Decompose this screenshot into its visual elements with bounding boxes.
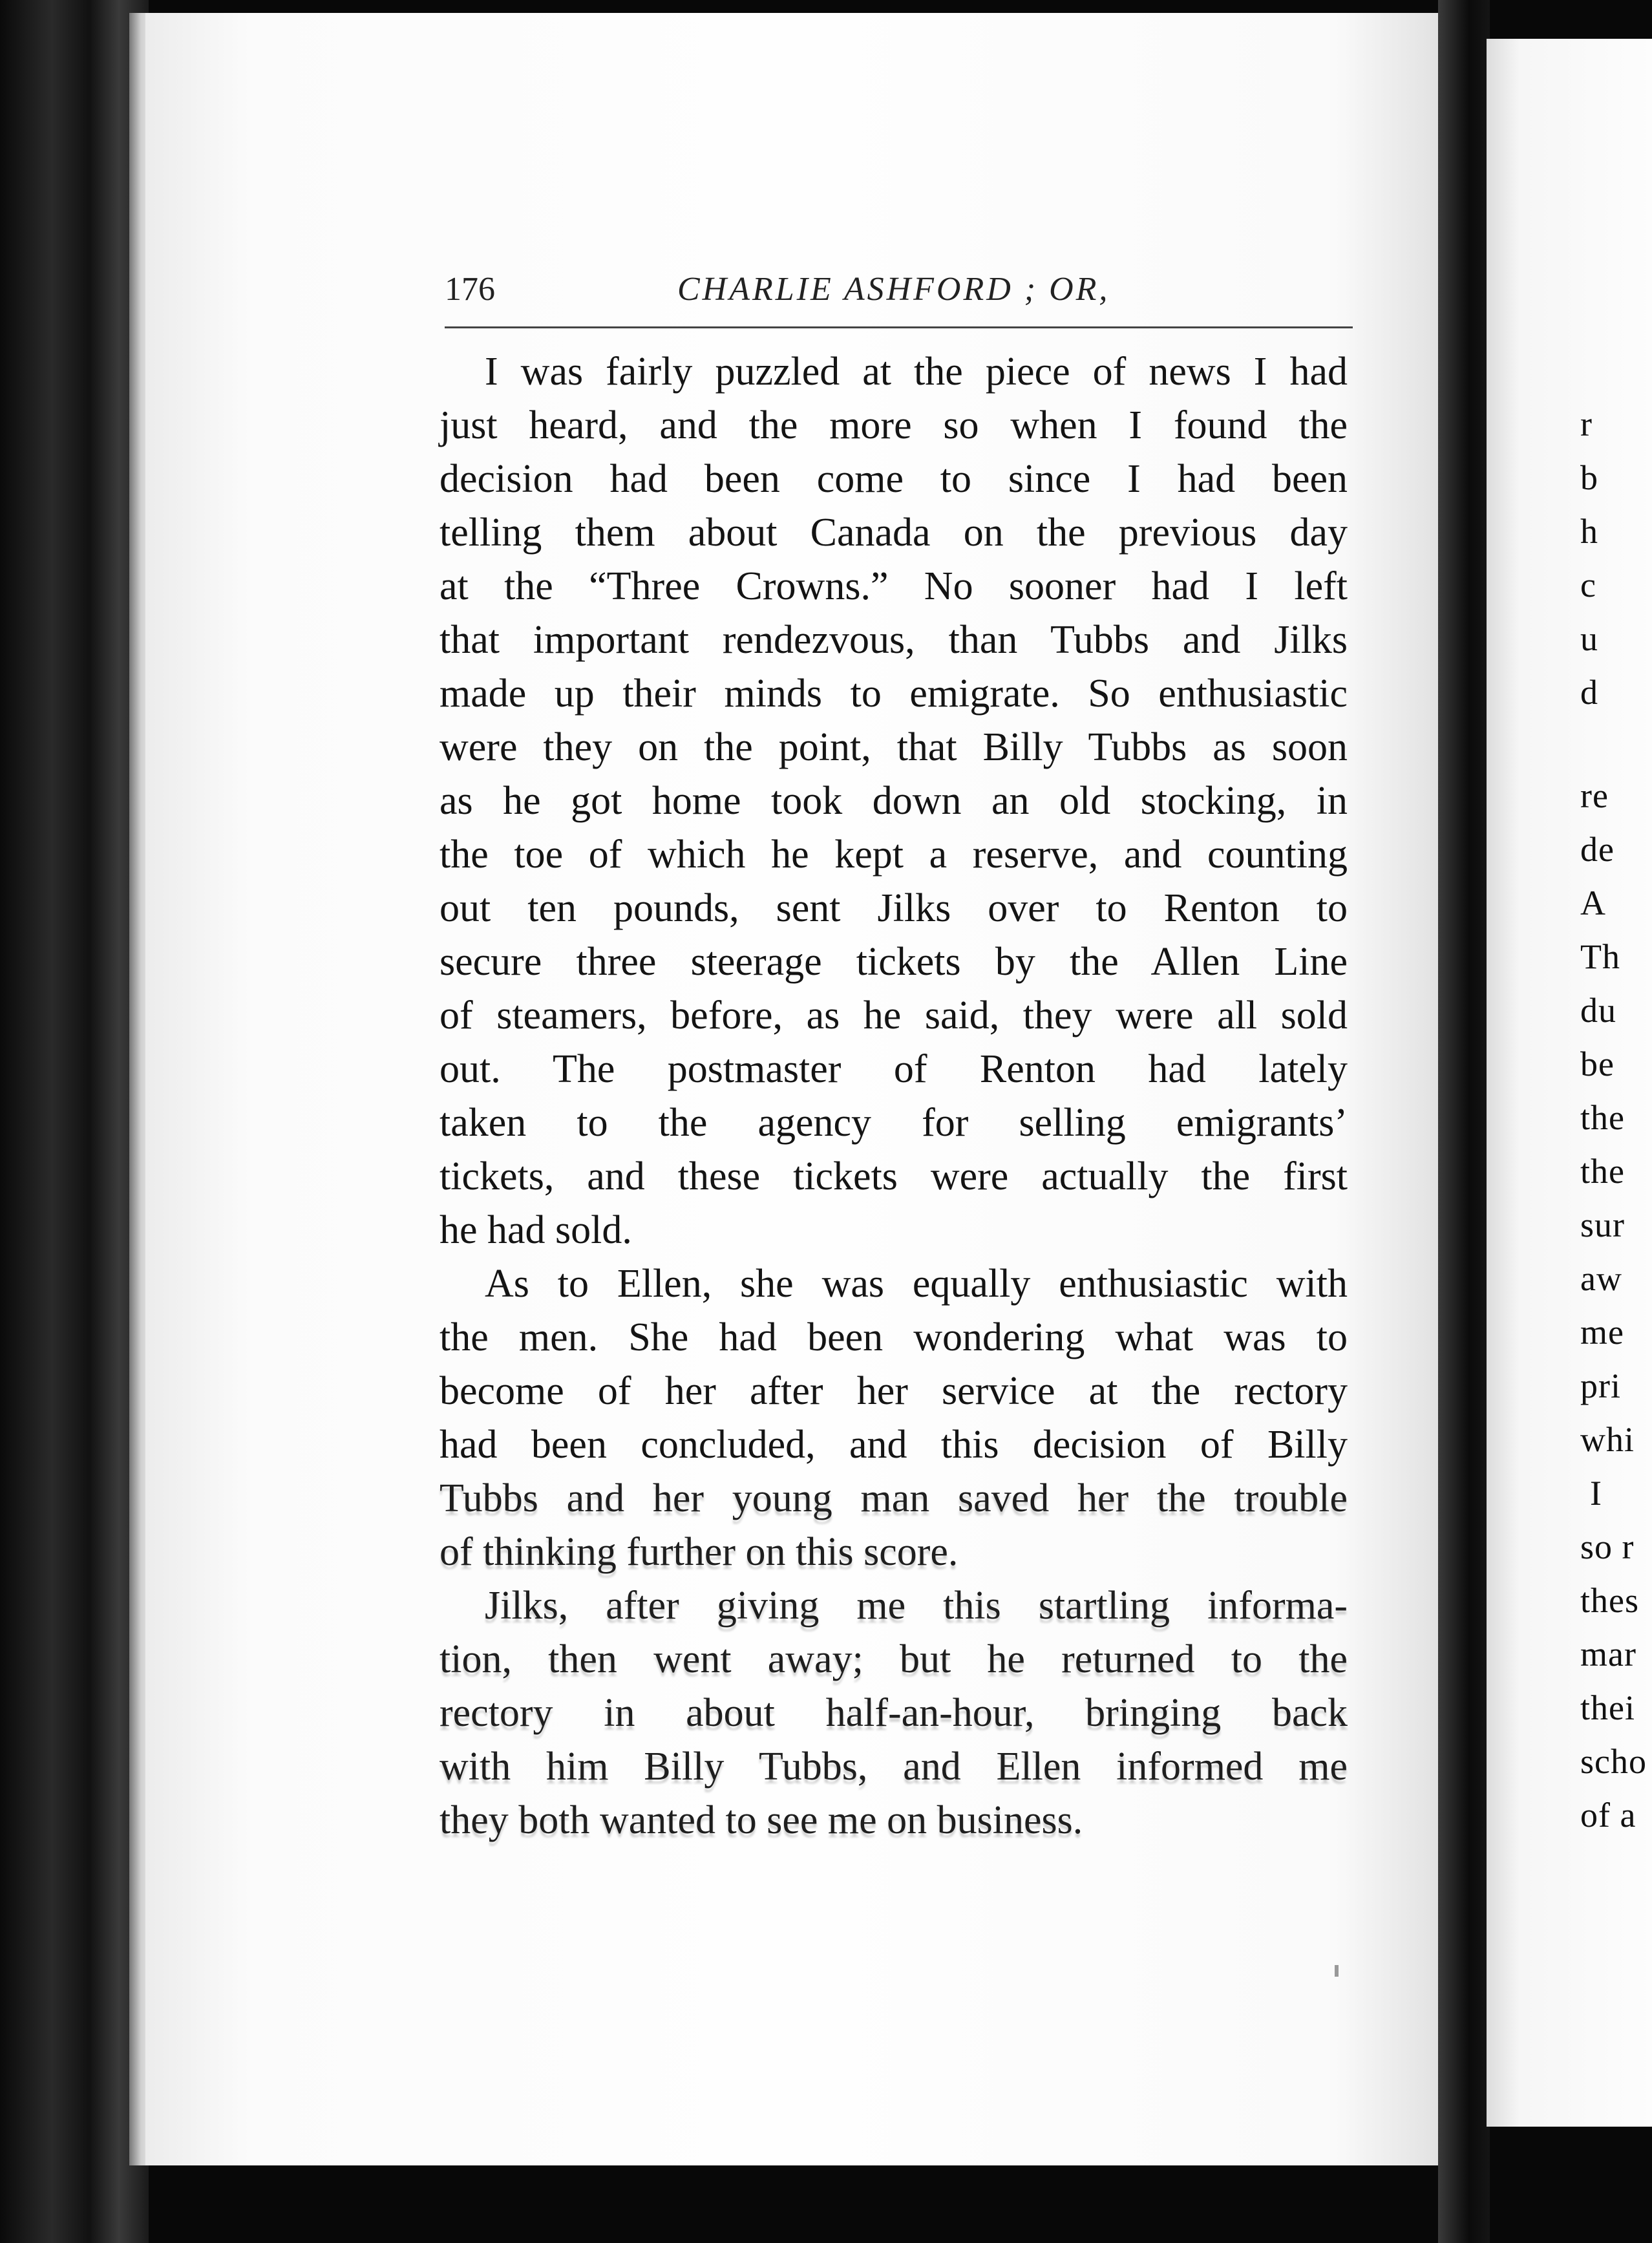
text-line: out. The postmaster of Renton had lately [439,1047,1348,1091]
text-line: just heard, and the more so when I found the [439,403,1348,447]
ink-speck [1335,1965,1339,1977]
right-page-fragment: I [1590,1474,1602,1513]
text-line: As to Ellen, she was equally enthusiastic with [485,1262,1348,1306]
text-line: they both wanted to see me on business. [439,1798,1083,1842]
book-gutter [1438,0,1490,2243]
right-page-fragment: du [1580,991,1616,1030]
text-line: secure three steerage tickets by the Allen Line [439,940,1348,984]
text-line: Jilks, after giving me this startling informa- [485,1584,1348,1628]
text-line: tion, then went away; but he returned to the [439,1637,1348,1681]
right-page-fragment: sur [1580,1206,1625,1244]
right-page-fragment: thei [1580,1688,1635,1727]
text-line: he had sold. [439,1208,632,1252]
right-page-fragment: so r [1580,1527,1635,1566]
text-line: out ten pounds, sent Jilks over to Renton to [439,886,1348,930]
header-rule [445,326,1353,328]
text-line: tickets, and these tickets were actually the first [439,1154,1348,1198]
right-page-fragment: u [1580,619,1598,658]
right-page-fragment: b [1580,458,1598,497]
text-line: were they on the point, that Billy Tubbs as soon [439,725,1348,769]
right-page-fragment: scho [1580,1742,1647,1781]
text-line: made up their minds to emigrate. So enthusiastic [439,672,1348,716]
right-page-fragment: A [1580,884,1606,922]
text-line: at the “Three Crowns.” No sooner had I left [439,564,1348,608]
text-line: rectory in about half-an-hour, bringing back [439,1691,1348,1735]
right-page-fragment: mar [1580,1635,1636,1674]
text-line: decision had been come to since I had been [439,457,1348,501]
text-line: taken to the agency for selling emigrants’ [439,1101,1348,1145]
right-page-fragment: c [1580,566,1596,604]
running-title: CHARLIE ASHFORD ; OR, [677,271,1110,308]
right-page-fragment: be [1580,1045,1615,1083]
text-line: telling them about Canada on the previous day [439,511,1348,555]
text-line: Tubbs and her young man saved her the trouble [439,1476,1348,1520]
page-number: 176 [445,271,495,308]
text-line: I was fairly puzzled at the piece of news I had [485,350,1348,394]
text-line: become of her after her service at the rectory [439,1369,1348,1413]
text-line: the men. She had been wondering what was to [439,1315,1348,1359]
right-page-fragment: aw [1580,1259,1622,1298]
right-page-fragment: Th [1580,937,1620,976]
right-page-fragment: the [1580,1152,1625,1191]
right-page-fragment: r [1580,405,1593,443]
text-line: with him Billy Tubbs, and Ellen informed me [439,1745,1348,1789]
right-page-fragment: d [1580,673,1598,712]
book-binding [0,0,149,2243]
right-page-fragment: pri [1580,1366,1621,1405]
right-page-fragment: thes [1580,1581,1639,1620]
text-line: of thinking further on this score. [439,1530,958,1574]
text-line: had been concluded, and this decision of Billy [439,1423,1348,1467]
text-line: as he got home took down an old stocking, in [439,779,1348,823]
right-page-fragment: the [1580,1098,1625,1137]
text-line: of steamers, before, as he said, they were all sold [439,994,1348,1037]
right-page-fragment: de [1580,830,1615,869]
right-page-fragment: of a [1580,1796,1636,1834]
right-page [1487,39,1652,2127]
right-page-fragment: h [1580,512,1598,551]
right-page-fragment: me [1580,1313,1624,1352]
text-line: that important rendezvous, than Tubbs and Jilks [439,618,1348,662]
right-page-fragment: whi [1580,1420,1635,1459]
right-page-fragment: re [1580,776,1609,815]
text-line: the toe of which he kept a reserve, and counting [439,833,1348,877]
